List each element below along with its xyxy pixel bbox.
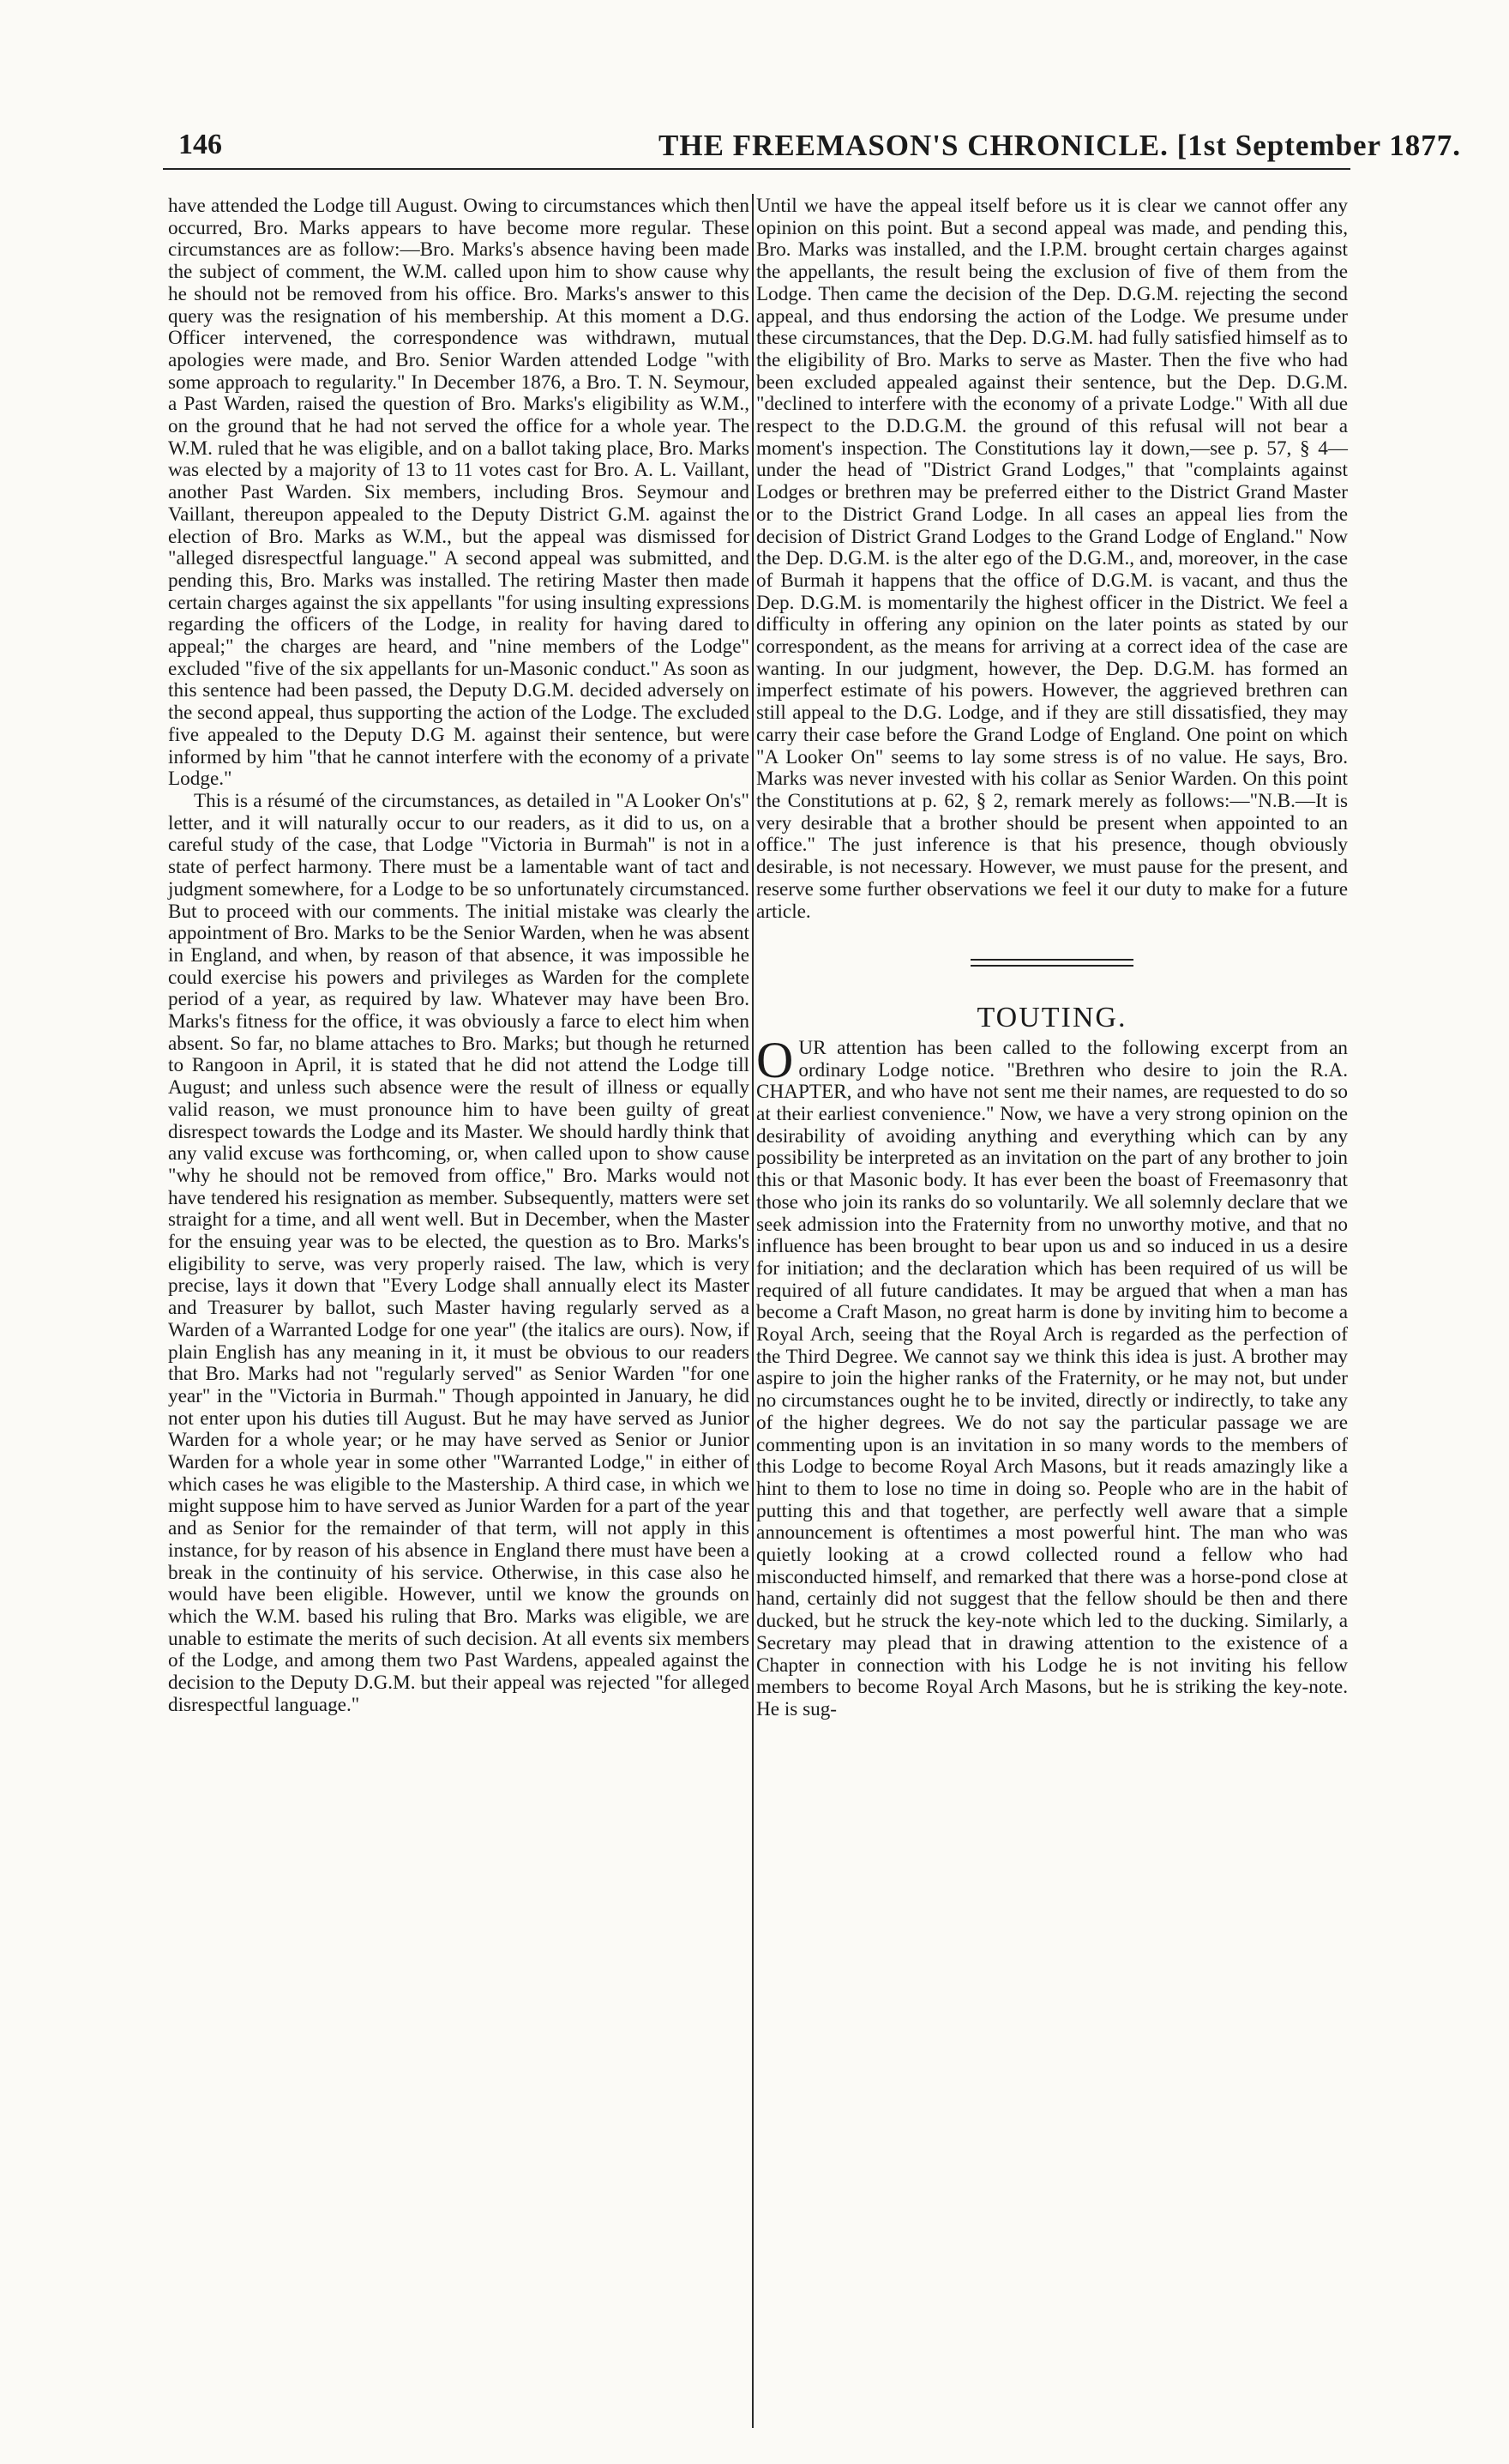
section-separator — [971, 959, 1133, 971]
page-number: 146 — [178, 129, 222, 160]
masthead — [658, 129, 1461, 163]
left-column — [168, 196, 749, 1717]
drop-cap: O — [756, 1031, 794, 1088]
left-paragraph-1: have attended the Lodge till August. Owing to circumstances which then occurred, Bro. Marks appears to have become more regular. These circumstances are as follow:—Bro. Marks's absence having been made the subject of comment, the W.M. called upon him to show cause why he should not be removed from his office. Bro. Marks's answer to this query was the resignation of his membership. At this moment a D.G. Officer intervened, the correspondence was withdrawn, mutual apologies were made, and Bro. Senior Warden attended Lodge "with some approach to regularity." In December 1876, a Bro. T. N. Seymour, a Past Warden, raised the question of Bro. Marks's eligibility as W.M., on the ground that he had not served the office for a whole year. The W.M. ruled that he was eligible, and on a ballot taking place, Bro. Marks was elected by a majority of 13 to 11 votes cast for Bro. A. L. Vaillant, another Past Warden. Six members, including Bros. Seymour and Vaillant, thereupon appealed to the Deputy District G.M. against the election of Bro. Marks as W.M., but the appeal was dismissed for "alleged disrespectful language." A second appeal was submitted, and pending this, Bro. Marks was installed. The retiring Master then made certain charges against the six appellants "for using insulting expressions regarding the officers of the Lodge, in reality for having dared to appeal;" the charges are heard, and "nine members of the Lodge" excluded "five of the six appellants for un-Masonic conduct." As soon as this sentence had been passed, the Deputy D.G.M. decided adversely on the second appeal, thus supporting the action of the Lodge. The excluded five appealed to the Deputy D.G M. against their sentence, but were informed by him "that he cannot interfere with the economy of a private Lodge." — [168, 195, 749, 791]
column-divider — [752, 194, 754, 2428]
header-rule — [163, 168, 1350, 170]
right-column — [756, 196, 1348, 1721]
left-paragraph-2: This is a résumé of the circumstances, as detailed in "A Looker On's" letter, and it will naturally occur to our readers, as it did to us, on a careful study of the case, that Lodge "Victoria in Burmah" is not in a state of perfect harmony. There must be a lamentable want of tact and judgment somewhere, for a Lodge to be so unfortunately circumstanced. But to proceed with our comments. The initial mistake was clearly the appointment of Bro. Marks to be the Senior Warden, when he was absent in England, and when, by reason of that absence, it was impossible he could exercise his powers and privileges as Warden for the complete period of a year, as required by law. Whatever may have been Bro. Marks's fitness for the office, it was obviously a farce to elect him when absent. So far, no blame attaches to Bro. Marks; but though he returned to Rangoon in April, it is stated that he did not attend the Lodge till August; and unless such absence were the result of illness or equally valid reason, we must pronounce him to have been guilty of great disrespect towards the Lodge and its Master. We should hardly think that any valid excuse was forthcoming, or, when called upon to show cause "why he should not be removed from office," Bro. Marks would not have tendered his resignation as member. Subsequently, matters were set straight for a time, and all went well. But in December, when the Master for the ensuing year was to be elected, the question as to Bro. Marks's eligibility to serve, was very properly raised. The law, which is very precise, lays it down that "Every Lodge shall annually elect its Master and Treasurer by ballot, such Master having regularly served as a Warden of a Warranted Lodge for one year" (the italics are ours). Now, if plain English has any meaning in it, it must be obvious to our readers that Bro. Marks had not "regularly served" as Senior Warden "for one year" in the "Victoria in Burmah." Though appointed in January, he did not enter upon his duties till August. But he may have served as Junior Warden for a whole year; or he may have served as Senior or Junior Warden for a whole year in some other "Warranted Lodge," in either of which cases he was eligible to the Mastership. A third case, in which we might suppose him to have served as Junior Warden for a part of the year and as Senior for the remainder of that term, will not apply in this instance, for by reason of his absence in England there must have been a break in the continuity of his service. Otherwise, in this case also he would have been eligible. However, until we know the grounds on which the W.M. based his ruling that Bro. Marks was eligible, we are unable to estimate the merits of such decision. At all events six members of the Lodge, and among them two Past Wardens, appealed against the decision to the Deputy D.G.M. but their appeal was rejected "for alleged disrespectful language." — [168, 789, 749, 1716]
page-header — [163, 127, 1461, 170]
right-paragraph-1: Until we have the appeal itself before us it is clear we cannot offer any opinion on this point. But a second appeal was made, and pending this, Bro. Marks was installed, and the I.P.M. brought certain charges against the appellants, the result being the exclusion of five of them from the Lodge. Then came the decision of the Dep. D.G.M. rejecting the second appeal, and thus endorsing the action of the Lodge. We presume under these circumstances, that the Dep. D.G.M. had fully satisfied himself as to the eligibility of Bro. Marks to serve as Master. Then the five who had been excluded appealed against their sentence, but the Dep. D.G.M. "declined to interfere with the economy of a private Lodge." With all due respect to the D.D.G.M. the ground of this refusal will not bear a moment's inspection. The Constitutions lay it down,—see p. 57, § 4—under the head of "District Grand Lodges," that "complaints against Lodges or brethren may be preferred either to the District Grand Master or to the District Grand Lodge. In all cases an appeal lies from the decision of District Grand Lodges to the Grand Lodge of England." Now the Dep. D.G.M. is the alter ego of the D.G.M., and, moreover, in the case of Burmah it happens that the office of D.G.M. is vacant, and thus the Dep. D.G.M. is momentarily the highest officer in the District. We feel a difficulty in offering any opinion on the later points as stated by our correspondent, as the means for arriving at a correct idea of the case are wanting. In our judgment, however, the Dep. D.G.M. has formed an imperfect estimate of his powers. However, the aggrieved brethren can still appeal to the D.G. Lodge, and if they are still dissatisfied, they may carry their case before the Grand Lodge of England. One point on which "A Looker On" seems to lay some stress is of no value. He says, Bro. Marks was never invested with his collar as Senior Warden. On this point the Constitutions at p. 62, § 2, remark merely as follows:—"N.B.—It is very desirable that a brother should be present when appointed to an office." The just inference is that his presence, though obviously desirable, is not necessary. However, we must pause for the present, and reserve some further observations we feel it our duty to make for a future article. — [756, 195, 1348, 923]
section-title: TOUTING. — [977, 1002, 1127, 1034]
touting-text: UR attention has been called to the following excerpt from an ordinary Lodge notice. "Brethren who desire to join the R.A. CHAPTER, and who have not sent me their names, are requested to do so at their earliest convenience." Now, we have a very strong opinion on the desirability of avoiding anything and everything which can by any possibility be interpreted as an invitation on the part of any brother to join this or that Masonic body. It has ever been the boast of Freemasonry that those who join its ranks do so voluntarily. We all solemnly declare that we seek admission into the Fraternity from no unworthy motive, and that no influence has been brought to bear upon us and so induced in us a desire for initiation; and the declaration which has been required of us will be required of all future candidates. It may be argued that when a man has become a Craft Mason, no great harm is done by inviting him to become a Royal Arch, seeing that the Royal Arch is regarded as the perfection of the Third Degree. We cannot say we think this idea is just. A brother may aspire to join the higher ranks of the Fraternity, or he may not, but under no circumstances ought he to be invited, directly or indirectly, to take any of the higher degrees. We do not say the particular passage we are commenting upon is an invitation in so many words to the members of this Lodge to become Royal Arch Masons, but it reads amazingly like a hint to them to lose no time in doing so. People who are in the habit of putting this and that together, are perfectly well aware that a simple announcement is oftentimes a most powerful hint. The man who was quietly looking at a crowd collected round a fellow who had misconducted himself, and remarked that there was a horse-pond close at hand, certainly did not suggest that the fellow should be then and there ducked, but he struck the key-note which led to the ducking. Similarly, a Secretary may plead that in drawing attention to the existence of a Chapter in connection with his Lodge he is not inviting his fellow members to become Royal Arch Masons, but he is striking the key-note. He is sug- — [756, 1036, 1348, 1720]
masthead-title: THE FREEMASON'S CHRONICLE. — [658, 129, 1169, 162]
issue-date: [1st September 1877. — [1176, 129, 1461, 162]
touting-paragraph — [756, 1031, 1348, 1721]
